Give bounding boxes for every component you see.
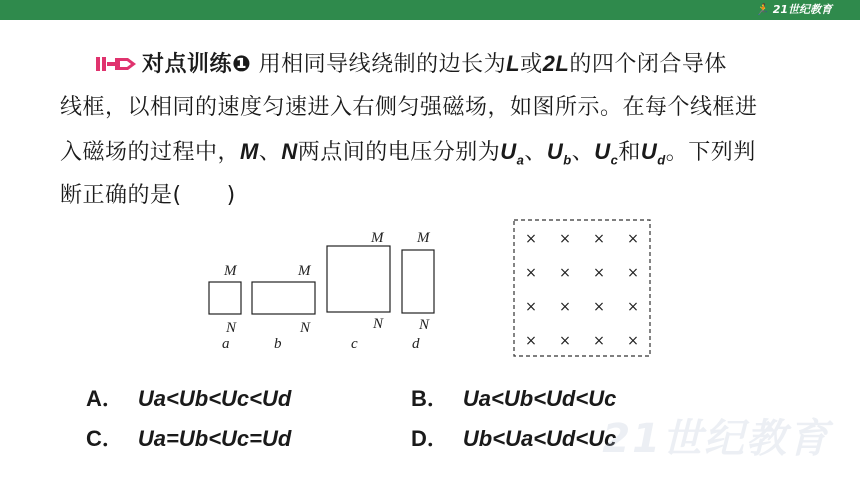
cross-mark: × [559,265,571,281]
var-N: N [281,139,298,164]
option-expr: Ua<Ub<Uc<Ud [137,386,292,411]
label-N: N [226,320,237,336]
option-label: C． [86,426,124,451]
cross-mark: × [525,231,537,247]
var-2L: 2L [542,51,570,76]
var-U: U [640,139,658,164]
label-d: d [412,336,420,352]
question-line-2: 线框，以相同的速度匀速进入右侧匀强磁场，如图所示。在每个线框进 [60,95,758,120]
option-expr: Ub<Ua<Ud<Uc [462,426,617,451]
var-L: L [506,51,521,76]
loop-d [402,250,434,313]
option-expr: Ua<Ub<Ud<Uc [462,386,617,411]
sub-c: c [610,152,619,168]
cross-mark: × [627,265,639,281]
var-U: U [500,139,517,164]
practice-tag: 对点训练❶ [142,52,252,77]
cross-mark: × [559,299,571,315]
question-line-3 [60,130,830,174]
cross-mark: × [593,231,605,247]
q-text: 入磁场的过程中， [60,140,241,165]
q-text: 两点间的电压分别为 [297,140,501,165]
field-crosses [525,231,639,349]
label-M: M [224,263,237,279]
cross-mark: × [525,299,537,315]
question-line-1 [60,42,830,86]
cross-mark: × [593,265,605,281]
cross-mark: × [559,231,571,247]
cross-mark: × [627,299,639,315]
runner-icon: 🏃 [754,3,769,16]
sub-b: b [563,152,572,168]
loop-c [327,246,390,312]
cross-mark: × [593,299,605,315]
q-text: 、 [258,140,282,165]
q-text: 用相同导线绕制的边长为 [258,52,507,77]
label-N: N [300,320,311,336]
option-c[interactable] [86,415,291,463]
watermark: 21世纪教育 [602,416,830,462]
cross-mark: × [525,333,537,349]
header-bar [0,0,860,20]
pen-icon [94,45,138,89]
loop-b [252,282,315,314]
label-N: N [419,317,430,333]
logo-text: 21世纪教育 [772,3,832,16]
label-M: M [417,230,430,246]
q-text: 、 [524,140,547,165]
sub-d: d [657,152,666,168]
cross-mark: × [525,265,537,281]
sub-a: a [516,152,525,168]
label-M: M [371,230,384,246]
cross-mark: × [559,333,571,349]
option-expr: Ua=Ub<Uc=Ud [137,426,292,451]
label-c: c [351,336,358,352]
label-M: M [298,263,311,279]
cross-mark: × [627,231,639,247]
label-N: N [373,316,384,332]
label-a: a [222,336,230,352]
option-d[interactable] [411,415,616,463]
q-text: 的四个闭合导体 [569,52,727,77]
question-text [60,42,830,218]
label-b: b [274,336,282,352]
option-label: D． [411,426,449,451]
q-text: 和 [618,140,641,165]
loops-diagram [200,212,660,364]
site-logo [755,2,832,18]
q-text: 、 [571,140,595,165]
var-U: U [594,139,611,164]
option-label: A． [86,386,124,411]
loop-a [209,282,241,314]
q-text: 。下列判 [665,140,756,165]
question-line-4: 断正确的是( ) [60,183,236,208]
var-M: M [240,139,259,164]
option-label: B． [411,386,449,411]
cross-mark: × [593,333,605,349]
cross-mark: × [627,333,639,349]
q-text: 或 [520,52,543,77]
var-U: U [546,139,564,164]
